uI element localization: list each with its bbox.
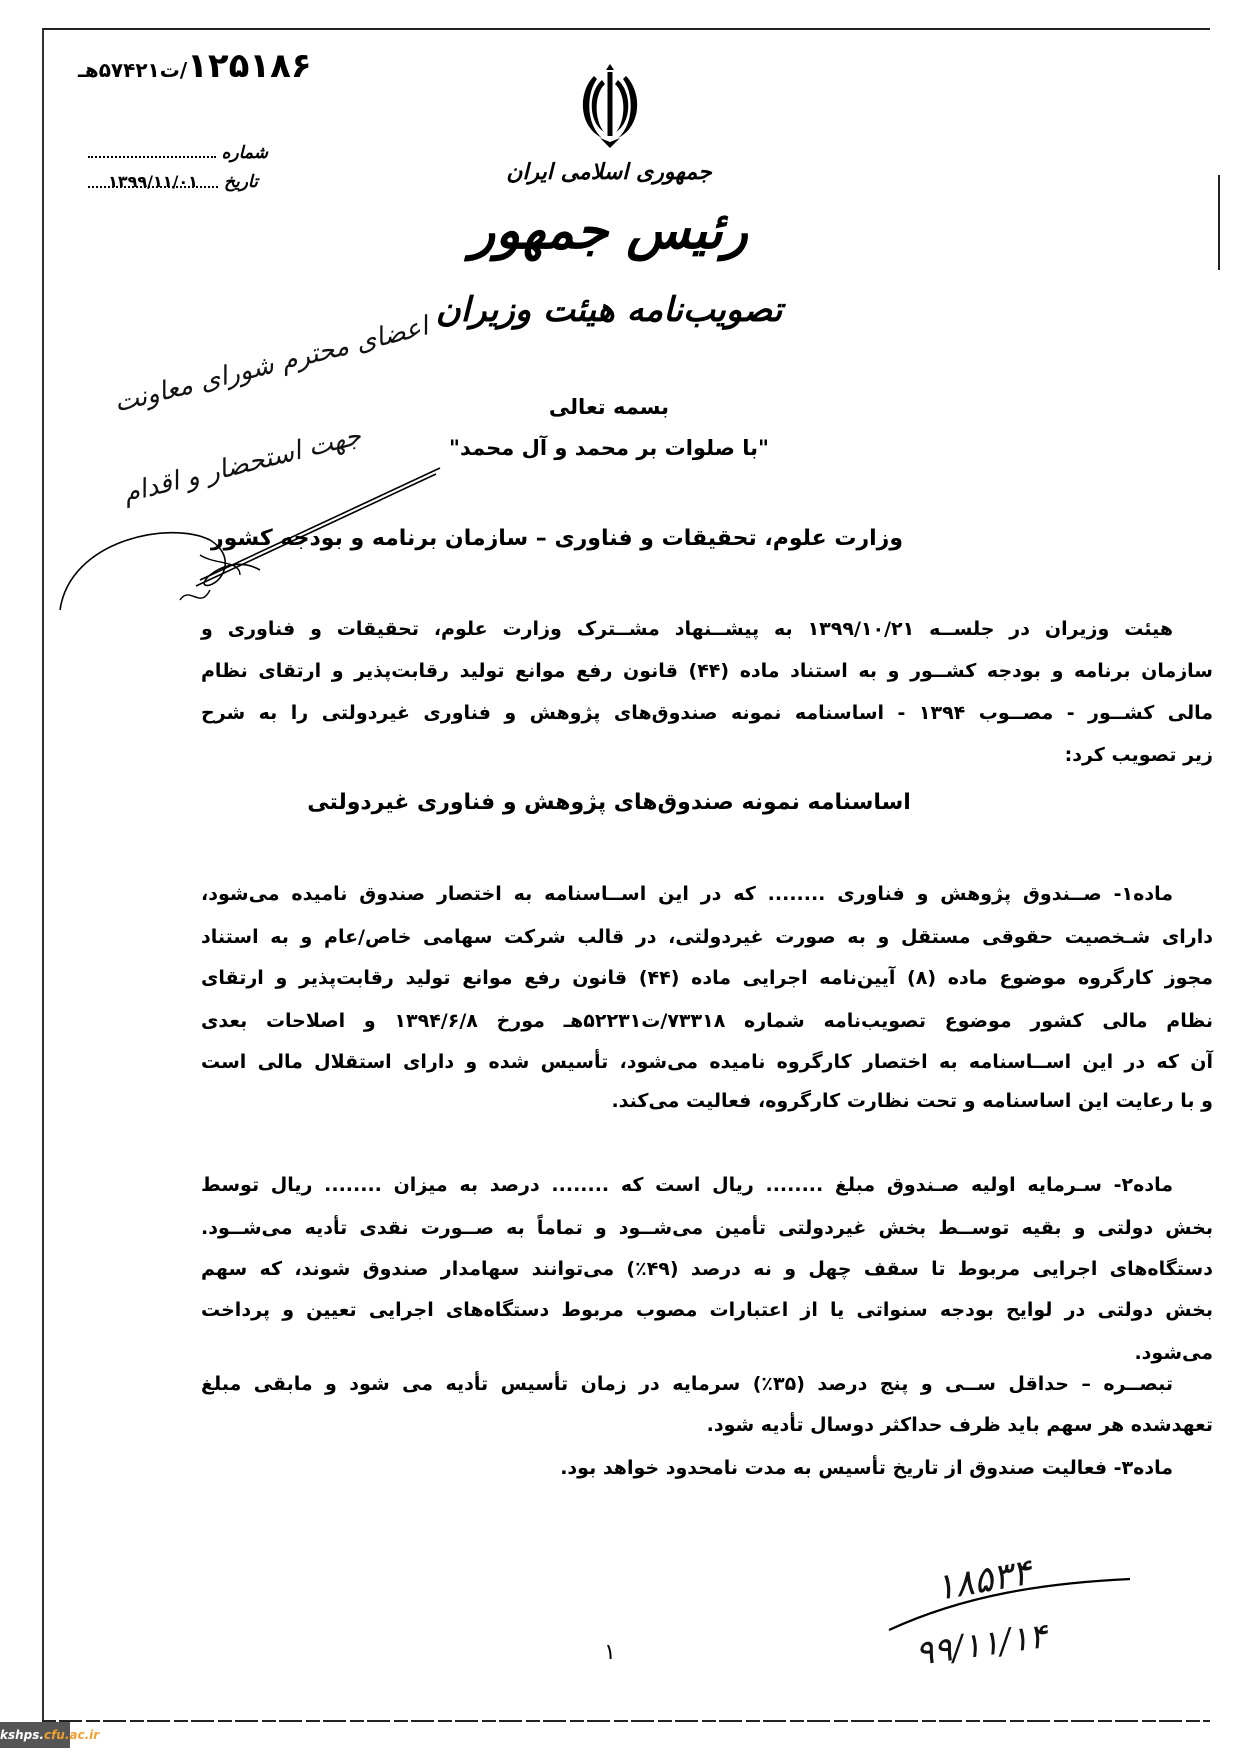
article3-line: ماده۳- فعالیت صندوق از تاریخ تأسیس به مدت نامحدود خواهد بود. bbox=[560, 1457, 1173, 1479]
page-border-top bbox=[42, 28, 1210, 30]
intro-line: سازمان برنامه و بودجه کشــور و به استناد ماده (۴۴) قانون رفع موانع تولید رقابت‌پذیر و ارتقای نظام bbox=[201, 660, 1213, 682]
article1-line: دارای شـخصیت حقوقی مستقل و به صورت غیردولتی، در قالب شرکت سهامی خاص/عام و به استناد bbox=[201, 926, 1213, 948]
decree-title: تصویب‌نامه هیئت وزیران bbox=[435, 290, 783, 330]
article1-line: نظام مالی کشور موضوع تصویب‌نامه شماره ۷۳۳۱۸/ت۵۲۲۳۱هـ مورخ ۱۳۹۴/۶/۸ و اصلاحات بعدی bbox=[201, 1010, 1213, 1032]
document-title: اساسنامه نمونه صندوق‌های پژوهش و فناوری غیردولتی bbox=[307, 790, 911, 815]
reference-number-main: ۱۲۵۱۸۶ bbox=[187, 46, 312, 86]
article1-line: آن که در این اســاسنامه به اختصار کارگروه نامیده می‌شود، تأسیس شده و دارای استقلال مالی است bbox=[201, 1051, 1213, 1073]
date-label: تاریخ bbox=[224, 172, 258, 192]
article2-line: دستگاه‌های اجرایی مربوط تا سقف چهل و نه درصد (۴۹٪) می‌توانند سهامدار صندوق شوند، که سهم bbox=[201, 1258, 1213, 1280]
note-line: تعهدشده هر سهم باید ظرف حداکثر دوسال تأدیه شود. bbox=[706, 1414, 1213, 1436]
page-number: ۱ bbox=[604, 1640, 616, 1665]
number-value bbox=[88, 142, 216, 158]
scan-mark bbox=[1218, 175, 1220, 270]
emblem-of-iran-icon bbox=[578, 62, 642, 156]
intro-line: مالی کشــور - مصــوب ۱۳۹۴ - اساسنامه نمونه صندوق‌های پژوهش و فناوری غیردولتی را به شرح bbox=[201, 702, 1213, 724]
salavat: "با صلوات بر محمد و آل محمد" bbox=[449, 436, 769, 460]
article2-line: می‌شود. bbox=[1134, 1342, 1213, 1364]
receipt-date: ۹۹/۱۱/۱۴ bbox=[912, 1615, 1050, 1675]
watermark bbox=[0, 1722, 100, 1748]
page-border-left bbox=[42, 30, 44, 1720]
handwritten-note: اعضای محترم شورای معاونت bbox=[111, 311, 432, 419]
republic-title: جمهوری اسلامی ایران bbox=[506, 160, 712, 185]
note-line: تبصــره – حداقل ســی و پنج درصد (۳۵٪) سرمایه در زمان تأسیس تأدیه می شود و مابقی مبلغ bbox=[201, 1373, 1173, 1395]
date-value: ۱۳۹۹/۱۱/۰۱ bbox=[88, 172, 218, 188]
president-title: رئیس جمهور bbox=[470, 200, 748, 261]
reference-number-suffix: /ت۵۷۴۲۱هـ bbox=[78, 58, 188, 82]
intro-line: هیئت وزیران در جلســه ۱۳۹۹/۱۰/۲۱ به پیشــنهاد مشــترک وزارت علوم، تحقیقات و فناوری و bbox=[201, 618, 1174, 640]
reference-number bbox=[78, 46, 312, 86]
intro-line: زیر تصویب کرد: bbox=[1064, 744, 1213, 766]
receipt-number: ۱۸۵۳۴ bbox=[932, 1551, 1035, 1610]
watermark-prefix: kshps. bbox=[0, 1728, 44, 1742]
article2-line: ماده۲- سـرمایه اولیه صـندوق مبلغ ........ ریال است که ........ درصد به میزان ........ ریال توسط bbox=[201, 1174, 1173, 1196]
handwritten-note: جهت استحضار و اقدام bbox=[119, 420, 365, 510]
article1-line: ماده۱- صــندوق پژوهش و فناوری ........ که در این اســاسنامه به اختصار صندوق نامیده می‌شود، bbox=[201, 883, 1173, 905]
article1-line: مجوز کارگروه موضوع ماده (۸) آیین‌نامه اجرایی ماده (۴۴) قانون رفع موانع تولید رقابت‌پذیر و ارتقای bbox=[201, 967, 1213, 989]
article2-line: بخش دولتی و بقیه توســط بخش غیردولتی تأمین می‌شــود و تماماً به صــورت نقدی تأدیه می‌شــود. bbox=[201, 1217, 1213, 1239]
signature-icon bbox=[50, 460, 450, 630]
page-border-bottom bbox=[42, 1720, 1210, 1722]
article2-line: بخش دولتی در لوایح بودجه سنواتی یا از اعتبارات مصوب مربوط دستگاه‌های اجرایی تعیین و پرداخت bbox=[201, 1299, 1213, 1321]
addressee: وزارت علوم، تحقیقات و فناوری – سازمان برنامه و بودجه کشور bbox=[211, 526, 903, 551]
article1-line: و با رعایت این اساسنامه و تحت نظارت کارگروه، فعالیت می‌کند. bbox=[611, 1090, 1213, 1112]
bismeh: بسمه تعالی bbox=[548, 395, 670, 419]
number-label: شماره bbox=[221, 143, 268, 163]
watermark-domain: cfu.ac.ir bbox=[43, 1728, 100, 1742]
